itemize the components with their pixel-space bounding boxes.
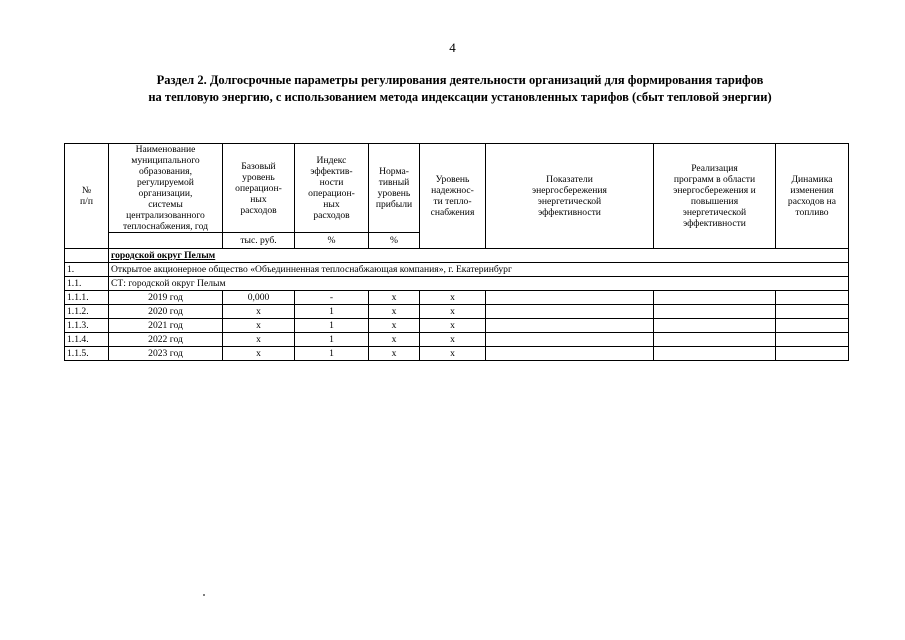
header-reliability: Уровень надежнос- ти тепло- снабжения (420, 144, 486, 249)
organization-name: Открытое акционерное общество «Объединненная теплоснабжающая компания», г. Екатеринбург (109, 263, 849, 277)
row-num: 1.1.3. (65, 319, 109, 333)
row-profit-level: x (369, 319, 420, 333)
row-num: 1.1.5. (65, 347, 109, 361)
row-efficiency-index: 1 (295, 347, 369, 361)
row-fuel-dynamics (776, 347, 849, 361)
row-reliability: x (420, 291, 486, 305)
header-base-opex: Базовый уровень операцион- ных расходов (223, 144, 295, 233)
section-title (60, 72, 860, 106)
row-year: 2019 год (109, 291, 223, 305)
row-programs (654, 319, 776, 333)
row-efficiency-index: 1 (295, 319, 369, 333)
table-row (65, 347, 849, 361)
row-num: 1.1.2. (65, 305, 109, 319)
row-fuel-dynamics (776, 333, 849, 347)
row-year: 2022 год (109, 333, 223, 347)
system-row (65, 277, 849, 291)
system-name: СТ: городской округ Пелым (109, 277, 849, 291)
row-efficiency-index: - (295, 291, 369, 305)
municipality-row (65, 249, 849, 263)
row-year: 2020 год (109, 305, 223, 319)
row-num: 1.1.4. (65, 333, 109, 347)
row-programs (654, 291, 776, 305)
row-base-opex: 0,000 (223, 291, 295, 305)
row-profit-level: x (369, 291, 420, 305)
row-year: 2021 год (109, 319, 223, 333)
row-programs (654, 333, 776, 347)
scan-speck (203, 594, 205, 596)
organization-num: 1. (65, 263, 109, 277)
header-efficiency-index: Индекс эффектив- ности операцион- ных расходов (295, 144, 369, 233)
municipality-name: городской округ Пелым (111, 250, 216, 261)
header-name: Наименование муниципального образования, регулируемой организации, системы централизованного теплоснабжения, год (109, 144, 223, 233)
row-reliability: x (420, 305, 486, 319)
row-fuel-dynamics (776, 305, 849, 319)
row-energy-saving (486, 333, 654, 347)
row-fuel-dynamics (776, 319, 849, 333)
table-row (65, 333, 849, 347)
municipality-num (65, 249, 109, 263)
row-profit-level: x (369, 333, 420, 347)
header-fuel-dynamics: Динамика изменения расходов на топливо (776, 144, 849, 249)
row-reliability: x (420, 333, 486, 347)
row-base-opex: x (223, 305, 295, 319)
row-reliability: x (420, 319, 486, 333)
row-base-opex: x (223, 347, 295, 361)
units-efficiency-index: % (295, 233, 369, 249)
row-profit-level: x (369, 347, 420, 361)
row-year: 2023 год (109, 347, 223, 361)
header-row (65, 144, 849, 233)
row-programs (654, 305, 776, 319)
row-efficiency-index: 1 (295, 305, 369, 319)
header-num: № п/п (65, 144, 109, 249)
row-profit-level: x (369, 305, 420, 319)
units-profit-level: % (369, 233, 420, 249)
header-profit-level: Норма- тивный уровень прибыли (369, 144, 420, 233)
header-programs: Реализация программ в области энергосбережения и повышения энергетической эффективности (654, 144, 776, 249)
row-energy-saving (486, 347, 654, 361)
organization-row (65, 263, 849, 277)
table-row (65, 319, 849, 333)
row-energy-saving (486, 305, 654, 319)
header-energy-saving: Показатели энергосбережения энергетической эффективности (486, 144, 654, 249)
row-num: 1.1.1. (65, 291, 109, 305)
row-reliability: x (420, 347, 486, 361)
row-base-opex: x (223, 319, 295, 333)
units-name-cell (109, 233, 223, 249)
section-title-line-2: на тепловую энергию, с использованием метода индексации установленных тарифов (сбыт тепловой энергии) (148, 90, 772, 104)
row-programs (654, 347, 776, 361)
row-base-opex: x (223, 333, 295, 347)
system-num: 1.1. (65, 277, 109, 291)
row-energy-saving (486, 291, 654, 305)
section-title-line-1: Раздел 2. Долгосрочные параметры регулирования деятельности организаций для формирования тарифов (156, 73, 764, 87)
table-row (65, 305, 849, 319)
parameters-table (64, 143, 849, 361)
table-row (65, 291, 849, 305)
page-number: 4 (449, 40, 456, 55)
units-base-opex: тыс. руб. (223, 233, 295, 249)
row-fuel-dynamics (776, 291, 849, 305)
row-energy-saving (486, 319, 654, 333)
row-efficiency-index: 1 (295, 333, 369, 347)
